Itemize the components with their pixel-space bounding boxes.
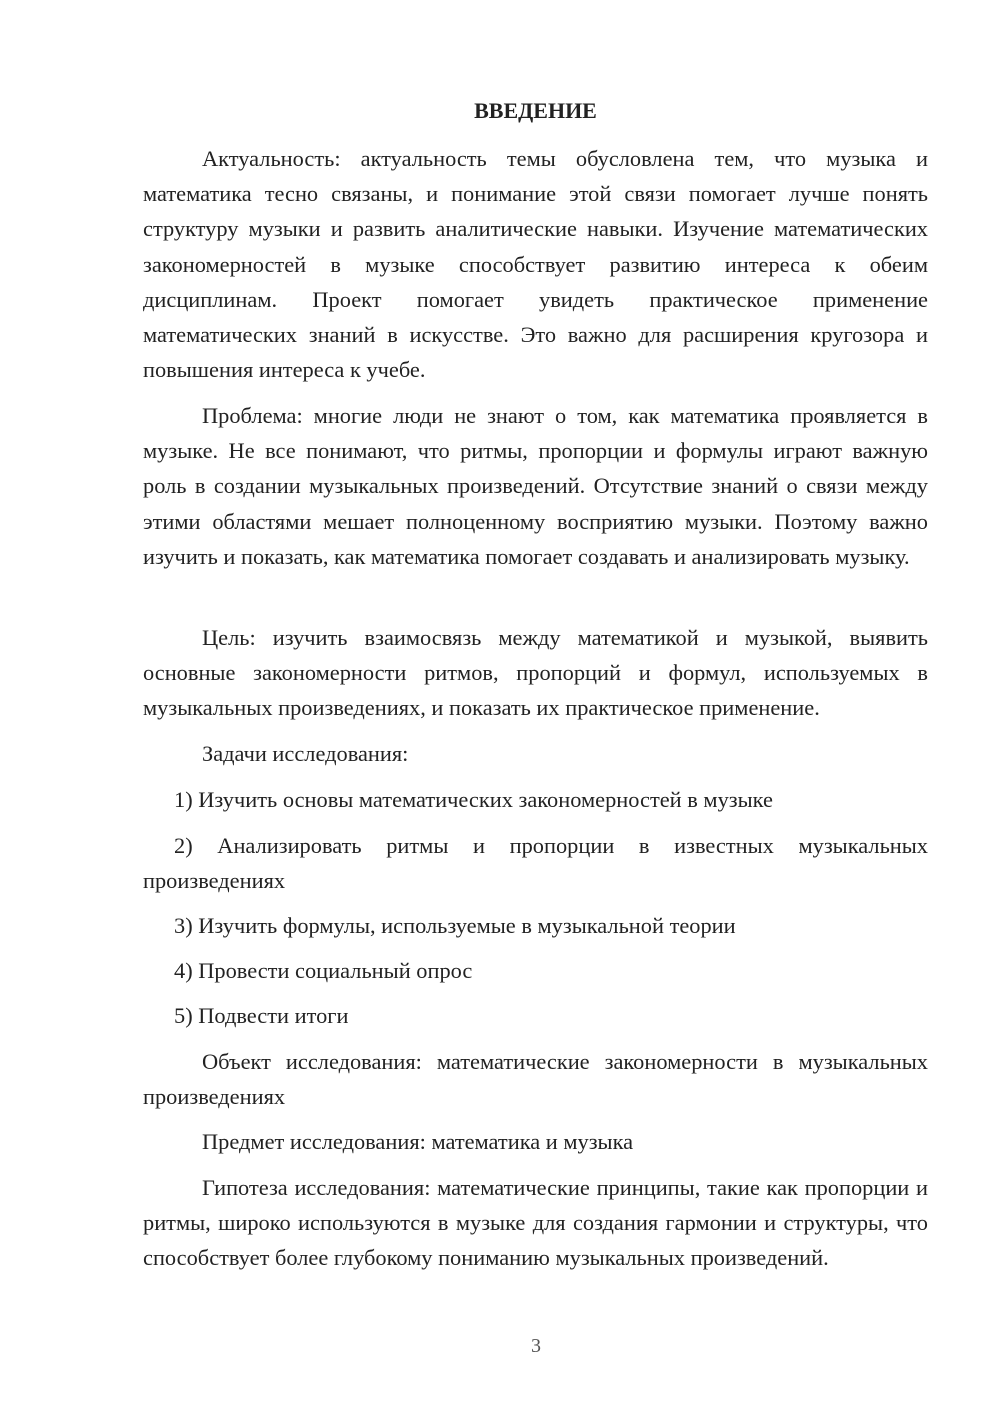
goal-paragraph: Цель: изучить взаимосвязь между математикой и музыкой, выявить основные закономерности ритмов, пропорций и формул, используемых в музыкальных произведениях, и показать их практическое применение.: [143, 625, 928, 721]
tasks-heading: Задачи исследования:: [202, 741, 409, 766]
task-item-4: 4) Провести социальный опрос: [174, 958, 473, 983]
relevance-paragraph: Актуальность: актуальность темы обусловлена тем, что музыка и математика тесно связаны, и понимание этой связи помогает лучше понять структуру музыки и развить аналитические навыки. Изучение математических закономерностей в музыке способствует развитию интереса к обеим дисциплинам. Проект помогает увидеть практическое применение математических знаний в искусстве. Это важно для расширения кругозора и повышения интереса к учебе.: [143, 146, 928, 383]
hypothesis-paragraph: Гипотеза исследования: математические принципы, такие как пропорции и ритмы, широко используются в музыке для создания гармонии и структуры, что способствует более глубокому пониманию музыкальных произведений.: [143, 1175, 928, 1271]
task-item-2: 2) Анализировать ритмы и пропорции в известных музыкальных произведениях: [143, 833, 928, 894]
task-item-3: 3) Изучить формулы, используемые в музыкальной теории: [174, 913, 736, 938]
task-item-5: 5) Подвести итоги: [174, 1003, 349, 1028]
section-title: ВВЕДЕНИЕ: [474, 98, 597, 123]
object-paragraph: Объект исследования: математические закономерности в музыкальных произведениях: [143, 1049, 928, 1110]
subject-paragraph: Предмет исследования: математика и музыка: [202, 1129, 634, 1154]
page-number: 3: [531, 1335, 541, 1357]
problem-paragraph: Проблема: многие люди не знают о том, как математика проявляется в музыке. Не все понимают, что ритмы, пропорции и формулы играют важную роль в создании музыкальных произведений. Отсутствие знаний о связи между этими областями мешает полноценному восприятию музыки. Поэтому важно изучить и показать, как математика помогает создавать и анализировать музыку.: [143, 403, 928, 569]
task-item-1: 1) Изучить основы математических закономерностей в музыке: [174, 787, 773, 812]
